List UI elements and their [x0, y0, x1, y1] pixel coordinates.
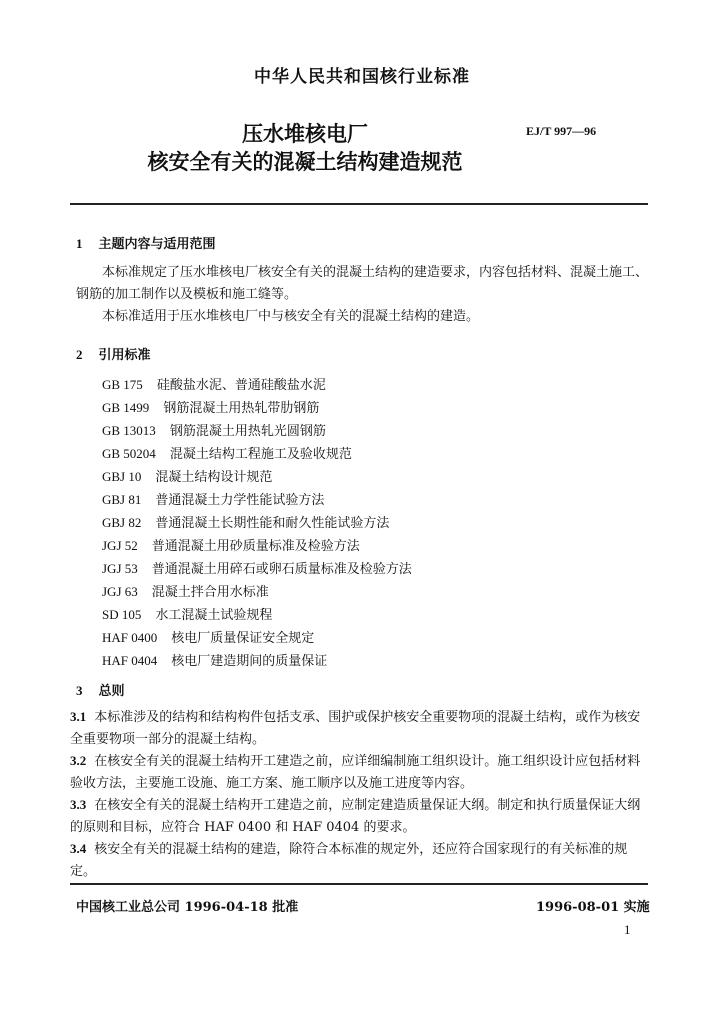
- top-rule: [70, 203, 648, 205]
- reference-title: 钢筋混凝土用热轧带肋钢筋: [163, 401, 320, 416]
- reference-title: 硅酸盐水泥、普通硅酸盐水泥: [156, 378, 326, 393]
- section-3-heading: [76, 680, 125, 699]
- clause-number: 3.3: [70, 797, 87, 812]
- title-line-2: 核安全有关的混凝土结构建造规范: [147, 149, 463, 174]
- reference-code: HAF 0400: [102, 630, 158, 645]
- reference-item: [102, 650, 327, 669]
- reference-title: 普通混凝土长期性能和耐久性能试验方法: [155, 516, 390, 531]
- approval-line: 中国核工业总公司 1996-04-18 批准: [76, 900, 299, 915]
- reference-code: GB 1499: [102, 400, 150, 415]
- reference-item: [102, 558, 412, 577]
- section-number: 2: [76, 347, 83, 362]
- section-title: 主题内容与适用范围: [98, 237, 216, 252]
- reference-code: SD 105: [102, 607, 142, 622]
- reference-title: 普通混凝土用碎石或卵石质量标准及检验方法: [151, 562, 412, 577]
- section-2-heading: [76, 344, 151, 363]
- standard-code: EJ/T 997—96: [526, 124, 597, 138]
- clause-3-4: [70, 838, 648, 883]
- clause-text: 在核安全有关的混凝土结构开工建造之前，应制定建造质量保证大纲。制定和执行质量保证大纲的原则和目标，应符合 HAF 0400 和 HAF 0404 的要求。: [70, 798, 641, 835]
- reference-item: [102, 535, 360, 554]
- reference-code: GBJ 81: [102, 492, 142, 507]
- section-1-paragraph-1: 本标准规定了压水堆核电厂核安全有关的混凝土结构的建造要求，内容包括材料、混凝土施工、钢筋的加工制作以及模板和施工缝等。: [76, 265, 649, 302]
- reference-item: [102, 604, 272, 623]
- clause-3-2: [70, 750, 648, 795]
- reference-code: JGJ 52: [102, 538, 138, 553]
- title-line-1: 压水堆核电厂: [242, 121, 368, 146]
- section-number: 1: [76, 236, 83, 251]
- clause-number: 3.2: [70, 753, 87, 768]
- reference-title: 普通混凝土力学性能试验方法: [155, 493, 325, 508]
- reference-item: [102, 627, 314, 646]
- reference-code: GB 175: [102, 377, 143, 392]
- reference-code: HAF 0404: [102, 653, 158, 668]
- reference-title: 混凝土结构设计规范: [155, 470, 273, 485]
- clause-number: 3.4: [70, 841, 87, 856]
- section-1-heading: [76, 233, 216, 252]
- reference-code: GBJ 10: [102, 469, 142, 484]
- clause-text: 核安全有关的混凝土结构的建造，除符合本标准的规定外，还应符合国家现行的有关标准的规定。: [70, 842, 628, 879]
- clause-number: 3.1: [70, 709, 87, 724]
- reference-title: 核电厂建造期间的质量保证: [171, 654, 328, 669]
- reference-title: 混凝土拌合用水标准: [151, 585, 269, 600]
- document-header: 中华人民共和国核行业标准: [254, 67, 470, 87]
- page-number: 1: [624, 922, 631, 937]
- reference-code: JGJ 63: [102, 584, 138, 599]
- bottom-rule: [70, 883, 648, 885]
- reference-title: 钢筋混凝土用热轧光圆钢筋: [169, 424, 326, 439]
- reference-title: 核电厂质量保证安全规定: [171, 631, 315, 646]
- reference-title: 混凝土结构工程施工及验收规范: [169, 447, 352, 462]
- section-1-paragraph-2: 本标准适用于压水堆核电厂中与核安全有关的混凝土结构的建造。: [102, 309, 480, 324]
- reference-item: [102, 489, 324, 508]
- reference-title: 水工混凝土试验规程: [155, 608, 273, 623]
- reference-item: [102, 466, 272, 485]
- reference-item: [102, 512, 389, 531]
- clause-text: 本标准涉及的结构和结构构件包括支承、围护或保护核安全重要物项的混凝土结构，或作为核安全重要物项一部分的混凝土结构。: [70, 710, 641, 747]
- reference-item: [102, 420, 326, 439]
- reference-title: 普通混凝土用砂质量标准及检验方法: [151, 539, 360, 554]
- reference-item: [102, 443, 352, 462]
- effective-line: 1996-08-01 实施: [536, 900, 650, 915]
- reference-item: [102, 374, 326, 393]
- clause-3-1: [70, 706, 648, 751]
- reference-item: [102, 397, 319, 416]
- reference-code: GB 50204: [102, 446, 156, 461]
- section-title: 引用标准: [98, 348, 151, 363]
- reference-item: [102, 581, 269, 600]
- section-title: 总则: [98, 684, 125, 699]
- reference-code: JGJ 53: [102, 561, 138, 576]
- reference-code: GBJ 82: [102, 515, 142, 530]
- clause-text: 在核安全有关的混凝土结构开工建造之前，应详细编制施工组织设计。施工组织设计应包括材料验收方法，主要施工设施、施工方案、施工顺序以及施工进度等内容。: [70, 754, 641, 791]
- section-number: 3: [76, 683, 83, 698]
- clause-3-3: [70, 794, 648, 839]
- reference-code: GB 13013: [102, 423, 156, 438]
